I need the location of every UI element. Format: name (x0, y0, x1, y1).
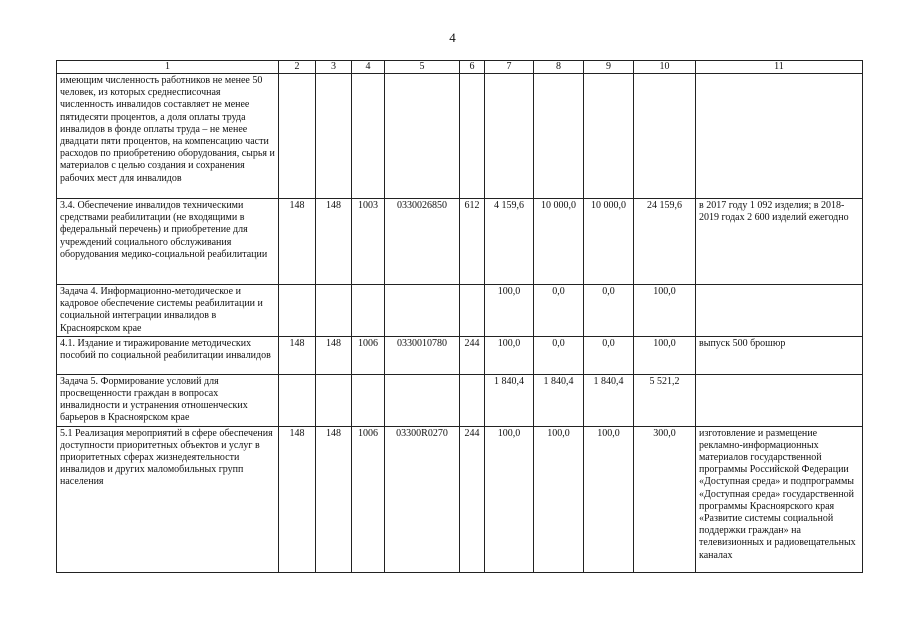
table-row (57, 285, 863, 337)
expected-result (696, 74, 863, 199)
section-code: 1006 (352, 426, 385, 572)
target-item-code (385, 74, 460, 199)
amount-col-7 (485, 74, 534, 199)
header-cell: 2 (279, 61, 316, 74)
admin-code: 148 (279, 426, 316, 572)
grbs-code: 148 (316, 426, 352, 572)
expense-type-code (460, 374, 485, 426)
admin-code: 148 (279, 336, 316, 374)
target-item-code: 0330026850 (385, 199, 460, 285)
target-item-code: 0330010780 (385, 336, 460, 374)
program-activities-table (56, 60, 863, 573)
page-number: 4 (449, 30, 456, 45)
expected-result: в 2017 году 1 092 изделия; в 2018-2019 годах 2 600 изделий ежегодно (696, 199, 863, 285)
section-code (352, 74, 385, 199)
admin-code: 148 (279, 199, 316, 285)
amount-col-8: 100,0 (534, 426, 584, 572)
amount-col-7: 4 159,6 (485, 199, 534, 285)
target-item-code (385, 285, 460, 337)
admin-code (279, 374, 316, 426)
amount-col-7: 1 840,4 (485, 374, 534, 426)
table-row (57, 74, 863, 199)
header-cell: 1 (57, 61, 279, 74)
amount-col-8: 0,0 (534, 336, 584, 374)
section-code (352, 374, 385, 426)
grbs-code (316, 74, 352, 199)
amount-col-9: 100,0 (584, 426, 634, 572)
header-cell: 8 (534, 61, 584, 74)
expected-result (696, 374, 863, 426)
header-cell: 5 (385, 61, 460, 74)
expected-result (696, 285, 863, 337)
section-code: 1006 (352, 336, 385, 374)
grbs-code: 148 (316, 199, 352, 285)
row-description: 5.1 Реализация мероприятий в сфере обеспечения доступности приоритетных объектов и услуг в приоритетных сферах жизнедеятельности инвалидов и других маломобильных групп населения (57, 426, 279, 572)
grbs-code: 148 (316, 336, 352, 374)
amount-col-9: 10 000,0 (584, 199, 634, 285)
header-cell: 6 (460, 61, 485, 74)
amount-col-9: 1 840,4 (584, 374, 634, 426)
header-cell: 9 (584, 61, 634, 74)
expense-type-code: 612 (460, 199, 485, 285)
admin-code (279, 285, 316, 337)
amount-col-9: 0,0 (584, 336, 634, 374)
admin-code (279, 74, 316, 199)
header-cell: 4 (352, 61, 385, 74)
header-cell: 3 (316, 61, 352, 74)
row-description: Задача 4. Информационно-методическое и кадровое обеспечение системы реабилитации и социальной интеграции инвалидов в Красноярском крае (57, 285, 279, 337)
amount-col-8 (534, 74, 584, 199)
row-description: 4.1. Издание и тиражирование методических пособий по социальной реабилитации инвалидов (57, 336, 279, 374)
table-row (57, 199, 863, 285)
row-description: имеющим численность работников не менее 50 человек, из которых среднесписочная численность инвалидов составляет не менее пятидесяти процентов, а доля оплаты труда инвалидов в фонде оплаты труда – не менее двадцати пяти процентов, на компенсацию части расходов по приобретению оборудования, сырья и материалов с целью создания и сохранения рабочих мест для инвалидов (57, 74, 279, 199)
amount-col-8: 10 000,0 (534, 199, 584, 285)
amount-col-9: 0,0 (584, 285, 634, 337)
section-code (352, 285, 385, 337)
expense-type-code: 244 (460, 426, 485, 572)
expense-type-code (460, 285, 485, 337)
amount-col-7: 100,0 (485, 285, 534, 337)
amount-col-8: 0,0 (534, 285, 584, 337)
amount-col-8: 1 840,4 (534, 374, 584, 426)
row-description: Задача 5. Формирование условий для просвещенности граждан в вопросах инвалидности и устранения отношенческих барьеров в Красноярском крае (57, 374, 279, 426)
amount-total: 300,0 (634, 426, 696, 572)
grbs-code (316, 285, 352, 337)
header-row (57, 61, 863, 74)
section-code: 1003 (352, 199, 385, 285)
expected-result: выпуск 500 брошюр (696, 336, 863, 374)
target-item-code: 03300R0270 (385, 426, 460, 572)
header-cell: 7 (485, 61, 534, 74)
amount-total: 5 521,2 (634, 374, 696, 426)
amount-total (634, 74, 696, 199)
table-row (57, 336, 863, 374)
amount-col-9 (584, 74, 634, 199)
amount-total: 24 159,6 (634, 199, 696, 285)
header-cell: 11 (696, 61, 863, 74)
amount-total: 100,0 (634, 336, 696, 374)
expense-type-code (460, 74, 485, 199)
target-item-code (385, 374, 460, 426)
grbs-code (316, 374, 352, 426)
expense-type-code: 244 (460, 336, 485, 374)
row-description: 3.4. Обеспечение инвалидов техническими средствами реабилитации (не входящими в федеральный перечень) и приобретение для учреждений социального обслуживания оборудования медико-социальной реабилитации (57, 199, 279, 285)
amount-total: 100,0 (634, 285, 696, 337)
amount-col-7: 100,0 (485, 336, 534, 374)
amount-col-7: 100,0 (485, 426, 534, 572)
table-row (57, 374, 863, 426)
table-row (57, 426, 863, 572)
expected-result: изготовление и размещение рекламно-информационных материалов государственной программы Российской Федерации «Доступная среда» и подпрограммы «Доступная среда» государственной программы Красноярского края «Развитие системы социальной поддержки граждан» на телевизионных и радиовещательных каналах (696, 426, 863, 572)
header-cell: 10 (634, 61, 696, 74)
